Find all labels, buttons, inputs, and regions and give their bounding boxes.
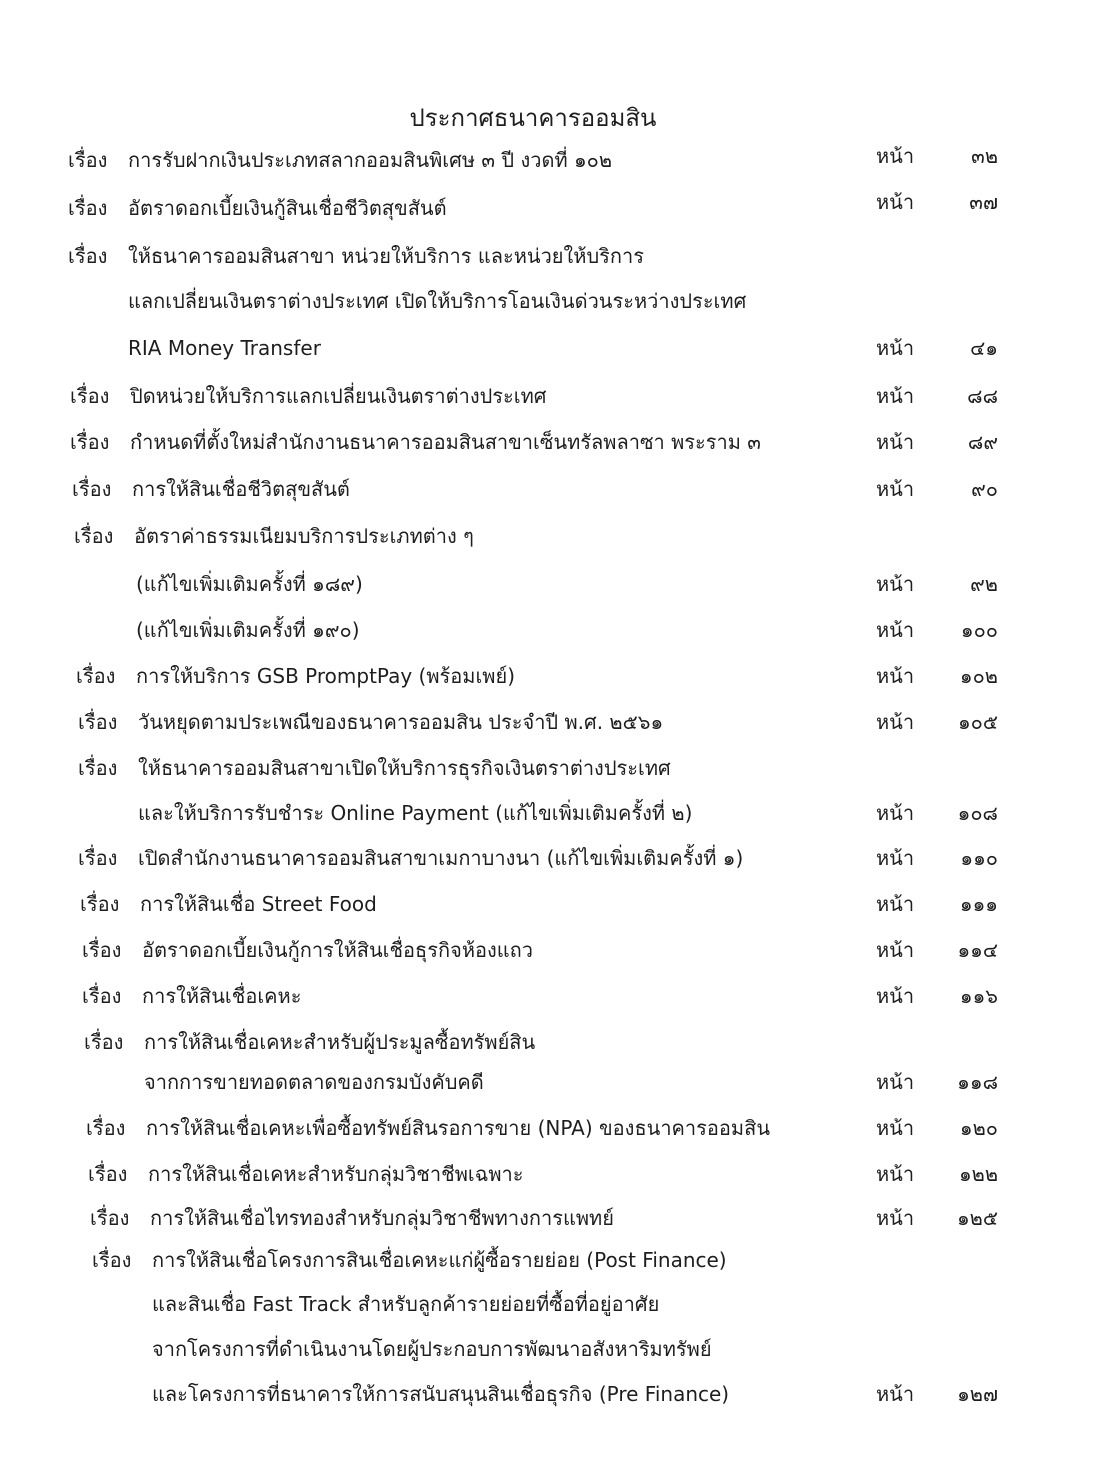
entry-label: เรื่อง bbox=[88, 1162, 128, 1186]
entry-title: และสินเชื่อ Fast Track สำหรับลูกค้ารายย่อยที่ซื้อที่อยู่อาศัย bbox=[152, 1292, 660, 1316]
page-label: หน้า bbox=[876, 336, 915, 360]
entry-title: อัตราดอกเบี้ยเงินกู้การให้สินเชื่อธุรกิจห้องแถว bbox=[142, 938, 534, 962]
entry-label: เรื่อง bbox=[84, 1030, 124, 1054]
entry-title: การให้สินเชื่อเคหะเพื่อซื้อทรัพย์สินรอการขาย (NPA) ของธนาคารออมสิน bbox=[146, 1116, 770, 1140]
page-label: หน้า bbox=[876, 801, 915, 825]
entry-label: เรื่อง bbox=[74, 524, 114, 548]
entry-title: การให้สินเชื่อเคหะสำหรับกลุ่มวิชาชีพเฉพาะ bbox=[148, 1162, 524, 1186]
toc-entry-line bbox=[152, 1284, 659, 1324]
page-label: หน้า bbox=[876, 144, 915, 168]
page-label: หน้า bbox=[876, 892, 915, 916]
entry-title: (แก้ไขเพิ่มเติมครั้งที่ ๑๘๙) bbox=[136, 572, 363, 596]
entry-label: เรื่อง bbox=[68, 196, 108, 220]
page-number: ๑๑๘ bbox=[957, 1070, 998, 1094]
entry-title: และโครงการที่ธนาคารให้การสนับสนุนสินเชื่อธุรกิจ (Pre Finance) bbox=[152, 1382, 730, 1406]
page-number: ๑๑๑ bbox=[959, 892, 998, 916]
toc-entry-line bbox=[82, 930, 533, 970]
entry-title: การให้สินเชื่อโครงการสินเชื่อเคหะแก่ผู้ซื้อรายย่อย (Post Finance) bbox=[152, 1248, 727, 1272]
page-number: ๓๗ bbox=[969, 190, 998, 214]
page-label: หน้า bbox=[876, 846, 915, 870]
entry-label: เรื่อง bbox=[82, 938, 122, 962]
toc-entry-line bbox=[76, 564, 363, 604]
toc-entry-line bbox=[70, 422, 761, 462]
toc-entry-line bbox=[78, 702, 663, 742]
toc-entry-line bbox=[90, 1198, 614, 1238]
page-label: หน้า bbox=[876, 618, 915, 642]
toc-entry-line bbox=[92, 1240, 727, 1280]
entry-title: กำหนดที่ตั้งใหม่สำนักงานธนาคารออมสินสาขาเซ็นทรัลพลาซา พระราม ๓ bbox=[130, 430, 761, 454]
entry-title: จากโครงการที่ดำเนินงานโดยผู้ประกอบการพัฒนาอสังหาริมทรัพย์ bbox=[152, 1337, 712, 1361]
page-label: หน้า bbox=[876, 1070, 915, 1094]
entry-label: เรื่อง bbox=[86, 1116, 126, 1140]
entry-title: อัตราค่าธรรมเนียมบริการประเภทต่าง ๆ bbox=[134, 524, 474, 548]
page-label: หน้า bbox=[876, 1206, 915, 1230]
entry-label: เรื่อง bbox=[78, 710, 118, 734]
toc-entry-line bbox=[80, 884, 377, 924]
entry-label: เรื่อง bbox=[70, 384, 110, 408]
page-number: ๔๑ bbox=[970, 336, 998, 360]
entry-label: เรื่อง bbox=[78, 756, 118, 780]
entry-title: แลกเปลี่ยนเงินตราต่างประเทศ เปิดให้บริการโอนเงินด่วนระหว่างประเทศ bbox=[128, 289, 747, 313]
page-number: ๑๑๐ bbox=[960, 846, 998, 870]
entry-label: เรื่อง bbox=[68, 148, 108, 172]
page-label: หน้า bbox=[876, 572, 915, 596]
toc-entry-line bbox=[128, 281, 746, 321]
page-title: ประกาศธนาคารออมสิน bbox=[409, 104, 657, 132]
entry-title: การให้สินเชื่อไทรทองสำหรับกลุ่มวิชาชีพทางการแพทย์ bbox=[150, 1206, 614, 1230]
page-number: ๑๐๐ bbox=[960, 618, 998, 642]
entry-title: การให้สินเชื่อเคหะสำหรับผู้ประมูลซื้อทรัพย์สิน bbox=[144, 1030, 536, 1054]
page-number: ๑๐๒ bbox=[959, 664, 998, 688]
toc-entry-line bbox=[78, 748, 671, 788]
entry-label: เรื่อง bbox=[68, 244, 108, 268]
entry-title: วันหยุดตามประเพณีของธนาคารออมสิน ประจำปี พ.ศ. ๒๕๖๑ bbox=[138, 710, 664, 734]
toc-entry-line bbox=[88, 1154, 524, 1194]
page-label: หน้า bbox=[876, 1162, 915, 1186]
page-number: ๙๒ bbox=[970, 572, 998, 596]
entry-title: ให้ธนาคารออมสินสาขา หน่วยให้บริการ และหน่วยให้บริการ bbox=[128, 244, 644, 268]
toc-entry-line bbox=[84, 1022, 535, 1062]
toc-entry-line bbox=[152, 1329, 712, 1369]
entry-label: เรื่อง bbox=[82, 984, 122, 1008]
page-number: ๑๒๒ bbox=[958, 1162, 998, 1186]
entry-label: เรื่อง bbox=[78, 846, 118, 870]
page-label: หน้า bbox=[876, 190, 915, 214]
entry-title: เปิดสำนักงานธนาคารออมสินสาขาเมกาบางนา (แก้ไขเพิ่มเติมครั้งที่ ๑) bbox=[138, 846, 744, 870]
page-label: หน้า bbox=[876, 477, 915, 501]
entry-title: การให้สินเชื่อชีวิตสุขสันต์ bbox=[132, 477, 350, 501]
page-number: ๑๒๐ bbox=[959, 1116, 998, 1140]
entry-title: การให้สินเชื่อเคหะ bbox=[142, 984, 302, 1008]
toc-entry-line bbox=[72, 469, 350, 509]
entry-title: (แก้ไขเพิ่มเติมครั้งที่ ๑๙๐) bbox=[136, 618, 360, 642]
toc-entry-line bbox=[82, 976, 301, 1016]
toc-entry-line bbox=[128, 328, 321, 368]
page-number: ๑๑๖ bbox=[959, 984, 998, 1008]
page-label: หน้า bbox=[876, 384, 915, 408]
toc-entry-line bbox=[144, 1062, 484, 1102]
entry-title: การให้บริการ GSB PromptPay (พร้อมเพย์) bbox=[136, 664, 516, 688]
entry-label: เรื่อง bbox=[76, 664, 116, 688]
page-number: ๘๙ bbox=[967, 430, 998, 454]
entry-label: เรื่อง bbox=[90, 1206, 130, 1230]
page-number: ๑๐๕ bbox=[957, 710, 998, 734]
page-label: หน้า bbox=[876, 938, 915, 962]
entry-label: เรื่อง bbox=[70, 430, 110, 454]
entry-title: จากการขายทอดตลาดของกรมบังคับคดี bbox=[144, 1070, 484, 1094]
page-label: หน้า bbox=[876, 710, 915, 734]
toc-entry-line bbox=[68, 236, 644, 276]
entry-title: RIA Money Transfer bbox=[128, 336, 321, 360]
page-label: หน้า bbox=[876, 1116, 915, 1140]
entry-title: และให้บริการรับชำระ Online Payment (แก้ไขเพิ่มเติมครั้งที่ ๒) bbox=[138, 801, 693, 825]
page-label: หน้า bbox=[876, 984, 915, 1008]
page-label: หน้า bbox=[876, 1382, 915, 1406]
page-number: ๑๐๘ bbox=[957, 801, 998, 825]
toc-entry-line bbox=[76, 656, 515, 696]
toc-entry-line bbox=[86, 1108, 770, 1148]
page-number: ๑๑๔ bbox=[957, 938, 998, 962]
toc-entry-line bbox=[152, 1374, 729, 1414]
entry-title: การรับฝากเงินประเภทสลากออมสินพิเศษ ๓ ปี งวดที่ ๑๐๒ bbox=[128, 148, 613, 172]
page-number: ๑๒๕ bbox=[956, 1206, 998, 1230]
page-number: ๙๐ bbox=[971, 477, 998, 501]
toc-entry-line bbox=[76, 610, 360, 650]
toc-entry-line bbox=[74, 516, 474, 556]
entry-label: เรื่อง bbox=[80, 892, 120, 916]
page-number: ๓๒ bbox=[971, 144, 998, 168]
page-number: ๑๒๗ bbox=[957, 1382, 998, 1406]
toc-entry-line bbox=[70, 376, 547, 416]
entry-label: เรื่อง bbox=[72, 477, 112, 501]
page-number: ๘๘ bbox=[967, 384, 998, 408]
entry-title: การให้สินเชื่อ Street Food bbox=[140, 892, 377, 916]
entry-title: ให้ธนาคารออมสินสาขาเปิดให้บริการธุรกิจเงินตราต่างประเทศ bbox=[138, 756, 671, 780]
entry-title: ปิดหน่วยให้บริการแลกเปลี่ยนเงินตราต่างประเทศ bbox=[130, 384, 547, 408]
entry-label: เรื่อง bbox=[92, 1248, 132, 1272]
entry-title: อัตราดอกเบี้ยเงินกู้สินเชื่อชีวิตสุขสันต์ bbox=[128, 196, 447, 220]
toc-entry-line bbox=[68, 188, 447, 228]
toc-entry-line bbox=[78, 838, 743, 878]
toc-entry-line bbox=[68, 140, 612, 180]
page-label: หน้า bbox=[876, 430, 915, 454]
page-label: หน้า bbox=[876, 664, 915, 688]
toc-entry-line bbox=[138, 793, 692, 833]
